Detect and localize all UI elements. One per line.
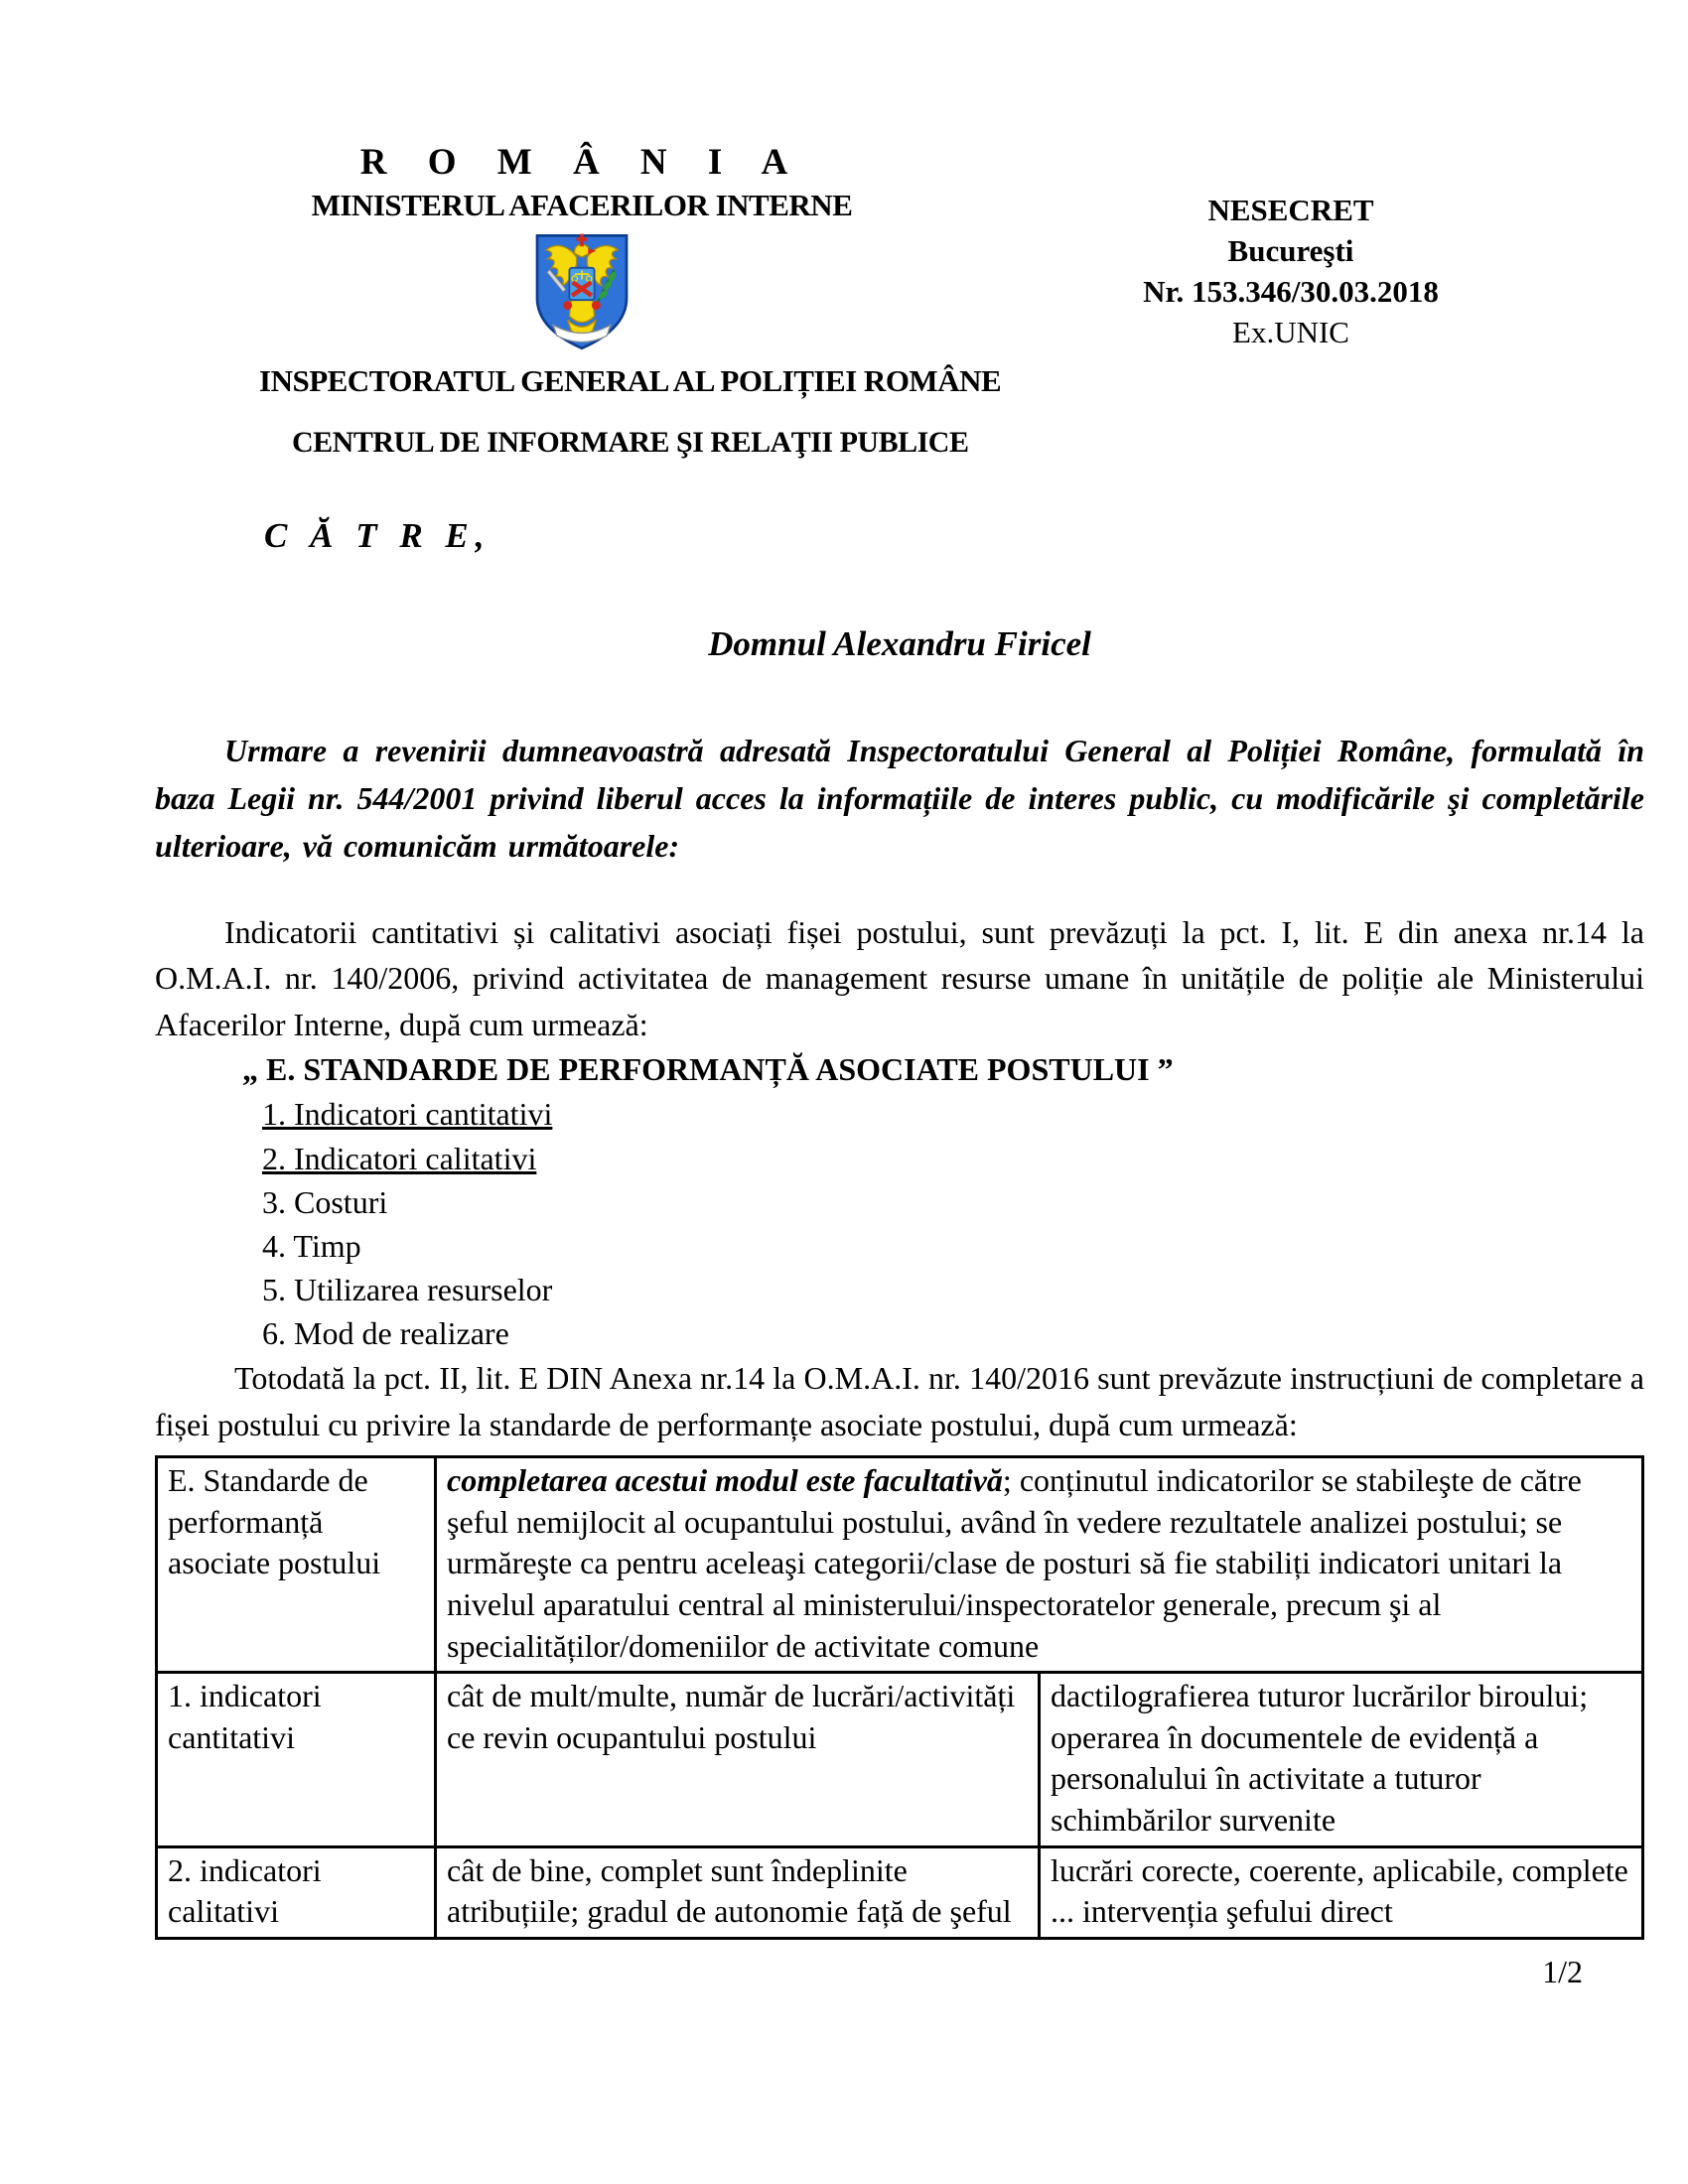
indicators-paragraph: Indicatorii cantitativi și calitativi asociați fișei postului, sunt prevăzuți la pct. I, lit. E din anexa nr.14 la O.M.A.I. nr. 140/2006, privind activitatea de management resurse umane în unitățile de poliție ale Ministerului Afacerilor Interne, după cum urmează:	[155, 913, 1644, 1042]
header-block	[155, 141, 1009, 462]
ministry-title: MINISTERUL AFACERILOR INTERNE	[311, 188, 853, 223]
intro-paragraph: Urmare a revenirii dumneavoastră adresată Inspectoratului General al Poliției Române, formulată în baza Legii nr. 544/2001 privind liberul acces la informațiile de interes public, cu modificările şi completările ulterioare, vă comunicăm următoarele:	[155, 732, 1644, 864]
totodata-paragraph: Totodată la pct. II, lit. E DIN Anexa nr.14 la O.M.A.I. nr. 140/2016 sunt prevăzute instrucțiuni de completare a fișei postului cu privire la standarde de performanțe asociate postului, după cum urmează:	[155, 1360, 1644, 1442]
table-cell-definition: cât de bine, complet sunt îndeplinite atribuțiile; gradul de autonomie față de şeful	[436, 1846, 1040, 1938]
list-item: 5. Utilizarea resurselor	[262, 1272, 553, 1308]
copy-label: Ex.UNIC	[1232, 314, 1349, 349]
table-cell-example: lucrări corecte, coerente, aplicabile, complete ... intervenția şefului direct	[1040, 1846, 1643, 1938]
table-row	[157, 1846, 1643, 1938]
salutation: C Ă T R E,	[264, 515, 492, 555]
inspectorate-title: INSPECTORATUL GENERAL AL POLIȚIEI ROMÂNE	[259, 362, 1002, 398]
registration-number: Nr. 153.346/30.03.2018	[1143, 273, 1439, 309]
table-cell-definition: cât de mult/multe, număr de lucrări/activități ce revin ocupantului postului	[436, 1673, 1040, 1846]
department-title: CENTRUL DE INFORMARE ŞI RELAŢII PUBLICE	[292, 425, 969, 459]
country-title: R O M Â N I A	[359, 142, 804, 183]
list-item: 1. Indicatori cantitativi	[262, 1096, 553, 1133]
coat-of-arms-icon	[155, 230, 1009, 355]
standards-list	[155, 1092, 1644, 1355]
table-cell-description	[436, 1457, 1643, 1673]
table-cell-lead-text: completarea acestui modul este facultativă	[447, 1462, 1003, 1499]
list-item: 2. Indicatori calitativi	[262, 1140, 537, 1176]
standards-table	[155, 1455, 1644, 1940]
list-item: 6. Mod de realizare	[262, 1315, 509, 1352]
table-cell-row-label: 2. indicatori calitativi	[157, 1846, 436, 1938]
standards-heading: „ E. STANDARDE DE PERFORMANȚĂ ASOCIATE POSTULUI ”	[242, 1051, 1174, 1088]
table-cell-row-label: E. Standarde de performanță asociate postului	[157, 1457, 436, 1673]
page-number: 1/2	[1542, 1953, 1583, 1989]
table-cell-row-label: 1. indicatori cantitativi	[157, 1673, 436, 1846]
letter-content	[155, 0, 1644, 1990]
addressee-name: Domnul Alexandru Firicel	[708, 624, 1091, 664]
classification-label: NESECRET	[1207, 193, 1374, 227]
table-cell-rest-text: ; conținutul indicatorilor se stabileşte de către şeful nemijlocit al ocupantului postului, având în vedere rezultatele analizei postului; se urmăreşte ca pentru aceleaşi categorii/clase de posturi să fie stabiliți indicatori unitari la nivelul aparatului central al ministerului/inspectoratelor generale, precum şi al specialităților/domeniilor de activitate comune	[447, 1462, 1582, 1664]
table-row	[157, 1457, 1643, 1673]
table-row	[157, 1673, 1643, 1846]
city-label: Bucureşti	[1227, 232, 1354, 268]
list-item: 3. Costuri	[262, 1183, 388, 1220]
list-item: 4. Timp	[262, 1227, 361, 1264]
table-cell-example: dactilografierea tuturor lucrărilor biroului; operarea în documentele de evidență a personalului în activitate a tuturor schimbărilor survenite	[1040, 1673, 1643, 1846]
